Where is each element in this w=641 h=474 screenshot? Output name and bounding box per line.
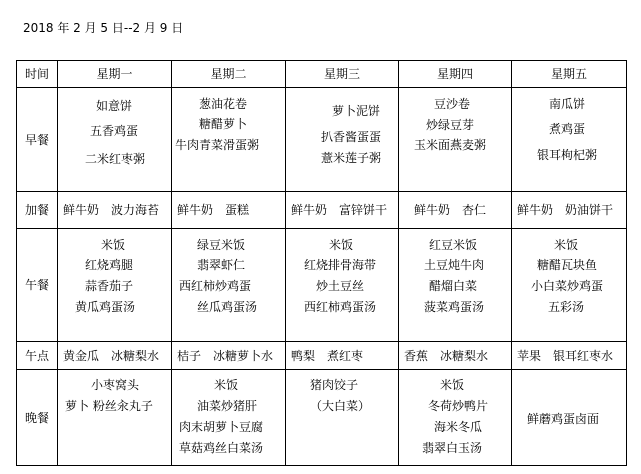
menu-item: 鲜蘑鸡蛋卤面: [527, 412, 600, 426]
lunch-monday: [58, 229, 172, 342]
menu-date-range: 2018 年 2 月 5 日--2 月 9 日: [23, 21, 184, 35]
afternoon-snack-tuesday: [172, 342, 286, 370]
lunch-friday: [512, 229, 627, 342]
menu-item: 土豆炖牛肉: [424, 258, 485, 272]
dinner-thursday: [399, 370, 512, 466]
meal-label-snack: 加餐: [17, 192, 58, 229]
meal-label-lunch: 午餐: [17, 229, 58, 342]
menu-item: 油菜炒猪肝: [197, 399, 258, 413]
dinner-tuesday: [172, 370, 286, 466]
menu-item: 小枣窝头: [91, 378, 140, 392]
snack-friday: [512, 192, 627, 229]
menu-item: 米饭: [101, 238, 126, 252]
breakfast-wednesday: [286, 88, 399, 192]
menu-item: 桔子 冰糖萝卜水: [177, 349, 274, 363]
menu-item: 鲜牛奶 奶油饼干: [517, 203, 614, 217]
header-time: 时间: [17, 61, 58, 88]
menu-item: 葱油花卷: [199, 97, 248, 111]
header-friday: 星期五: [512, 61, 627, 88]
menu-item: 海米冬瓜: [434, 420, 483, 434]
dinner-wednesday: [286, 370, 399, 466]
header-row: [17, 61, 627, 88]
menu-item: 红烧鸡腿: [85, 258, 134, 272]
breakfast-friday: [512, 88, 627, 192]
menu-item: 西红柿炒鸡蛋: [179, 279, 252, 293]
menu-item: 醋熘白菜: [429, 279, 478, 293]
afternoon-snack-friday: [512, 342, 627, 370]
menu-item: 香蕉 冰糖梨水: [404, 349, 489, 363]
menu-item: 米饭: [554, 238, 579, 252]
meal-label-breakfast: 早餐: [17, 88, 58, 192]
menu-item: 绿豆米饭: [197, 238, 246, 252]
lunch-row: [17, 229, 627, 342]
menu-item: 牛肉青菜滑蛋粥: [175, 138, 260, 152]
lunch-thursday: [399, 229, 512, 342]
menu-item: 二米红枣粥: [85, 152, 146, 166]
breakfast-thursday: [399, 88, 512, 192]
snack-wednesday: [286, 192, 399, 229]
menu-item: 冬荷炒鸭片: [428, 399, 489, 413]
menu-item: 萝卜 粉丝汆丸子: [65, 399, 153, 413]
menu-item: 南瓜饼: [549, 97, 586, 111]
menu-item: 糖醋萝卜: [199, 117, 248, 131]
menu-item: （大白菜）: [310, 399, 371, 413]
menu-item: 米饭: [214, 378, 239, 392]
menu-item: 鲜牛奶 蛋糕: [177, 203, 250, 217]
dinner-friday: [512, 370, 627, 466]
menu-item: 如意饼: [96, 99, 133, 113]
afternoon-snack-thursday: [399, 342, 512, 370]
afternoon-snack-wednesday: [286, 342, 399, 370]
menu-item: 鲜牛奶 杏仁: [414, 203, 487, 217]
menu-item: 红豆米饭: [429, 238, 478, 252]
menu-item: 米饭: [329, 238, 354, 252]
meal-label-dinner: 晚餐: [17, 370, 58, 466]
dinner-row: [17, 370, 627, 466]
menu-item: 玉米面燕麦粥: [414, 138, 487, 152]
menu-item: 西红柿鸡蛋汤: [304, 300, 377, 314]
menu-item: 蒜香茄子: [85, 279, 134, 293]
menu-item: 五彩汤: [548, 300, 585, 314]
menu-item: 五香鸡蛋: [90, 124, 139, 138]
header-monday: 星期一: [58, 61, 172, 88]
menu-item: 鲜牛奶 波力海苔: [63, 203, 160, 217]
menu-item: 黄瓜鸡蛋汤: [75, 300, 136, 314]
menu-item: 翡翠虾仁: [197, 258, 246, 272]
snack-thursday: [399, 192, 512, 229]
menu-item: 煮鸡蛋: [549, 122, 586, 136]
menu-item: 米饭: [440, 378, 465, 392]
menu-item: 鸭梨 煮红枣: [291, 349, 364, 363]
snack-monday: [58, 192, 172, 229]
menu-item: 丝瓜鸡蛋汤: [197, 300, 258, 314]
header-tuesday: 星期二: [172, 61, 286, 88]
menu-item: 草菇鸡丝白菜汤: [179, 441, 264, 455]
breakfast-monday: [58, 88, 172, 192]
menu-item: 菠菜鸡蛋汤: [424, 300, 485, 314]
lunch-wednesday: [286, 229, 399, 342]
meal-label-afternoon-snack: 午点: [17, 342, 58, 370]
header-thursday: 星期四: [399, 61, 512, 88]
breakfast-tuesday: [172, 88, 286, 192]
menu-item: 小白菜炒鸡蛋: [531, 279, 604, 293]
menu-item: 猪肉饺子: [310, 378, 359, 392]
menu-item: 薏米莲子粥: [321, 151, 382, 165]
menu-item: 扒香酱蛋蛋: [321, 130, 382, 144]
menu-item: 炒土豆丝: [316, 279, 365, 293]
afternoon-snack-monday: [58, 342, 172, 370]
menu-item: 黄金瓜 冰糖梨水: [63, 349, 160, 363]
breakfast-row: [17, 88, 627, 192]
menu-item: 肉末胡萝卜豆腐: [179, 420, 264, 434]
afternoon-snack-row: [17, 342, 627, 370]
dinner-monday: [58, 370, 172, 466]
menu-item: 红烧排骨海带: [304, 258, 377, 272]
menu-item: 银耳枸杞粥: [537, 148, 598, 162]
lunch-tuesday: [172, 229, 286, 342]
menu-item: 鲜牛奶 富锌饼干: [291, 203, 388, 217]
weekly-menu-table: [16, 60, 627, 466]
menu-item: 豆沙卷: [434, 97, 471, 111]
menu-item: 苹果 银耳红枣水: [517, 349, 614, 363]
menu-item: 炒绿豆芽: [426, 118, 475, 132]
snack-tuesday: [172, 192, 286, 229]
menu-item: 萝卜泥饼: [332, 104, 381, 118]
snack-row: [17, 192, 627, 229]
menu-item: 糖醋瓦块鱼: [537, 258, 598, 272]
header-wednesday: 星期三: [286, 61, 399, 88]
menu-item: 翡翠白玉汤: [422, 441, 483, 455]
